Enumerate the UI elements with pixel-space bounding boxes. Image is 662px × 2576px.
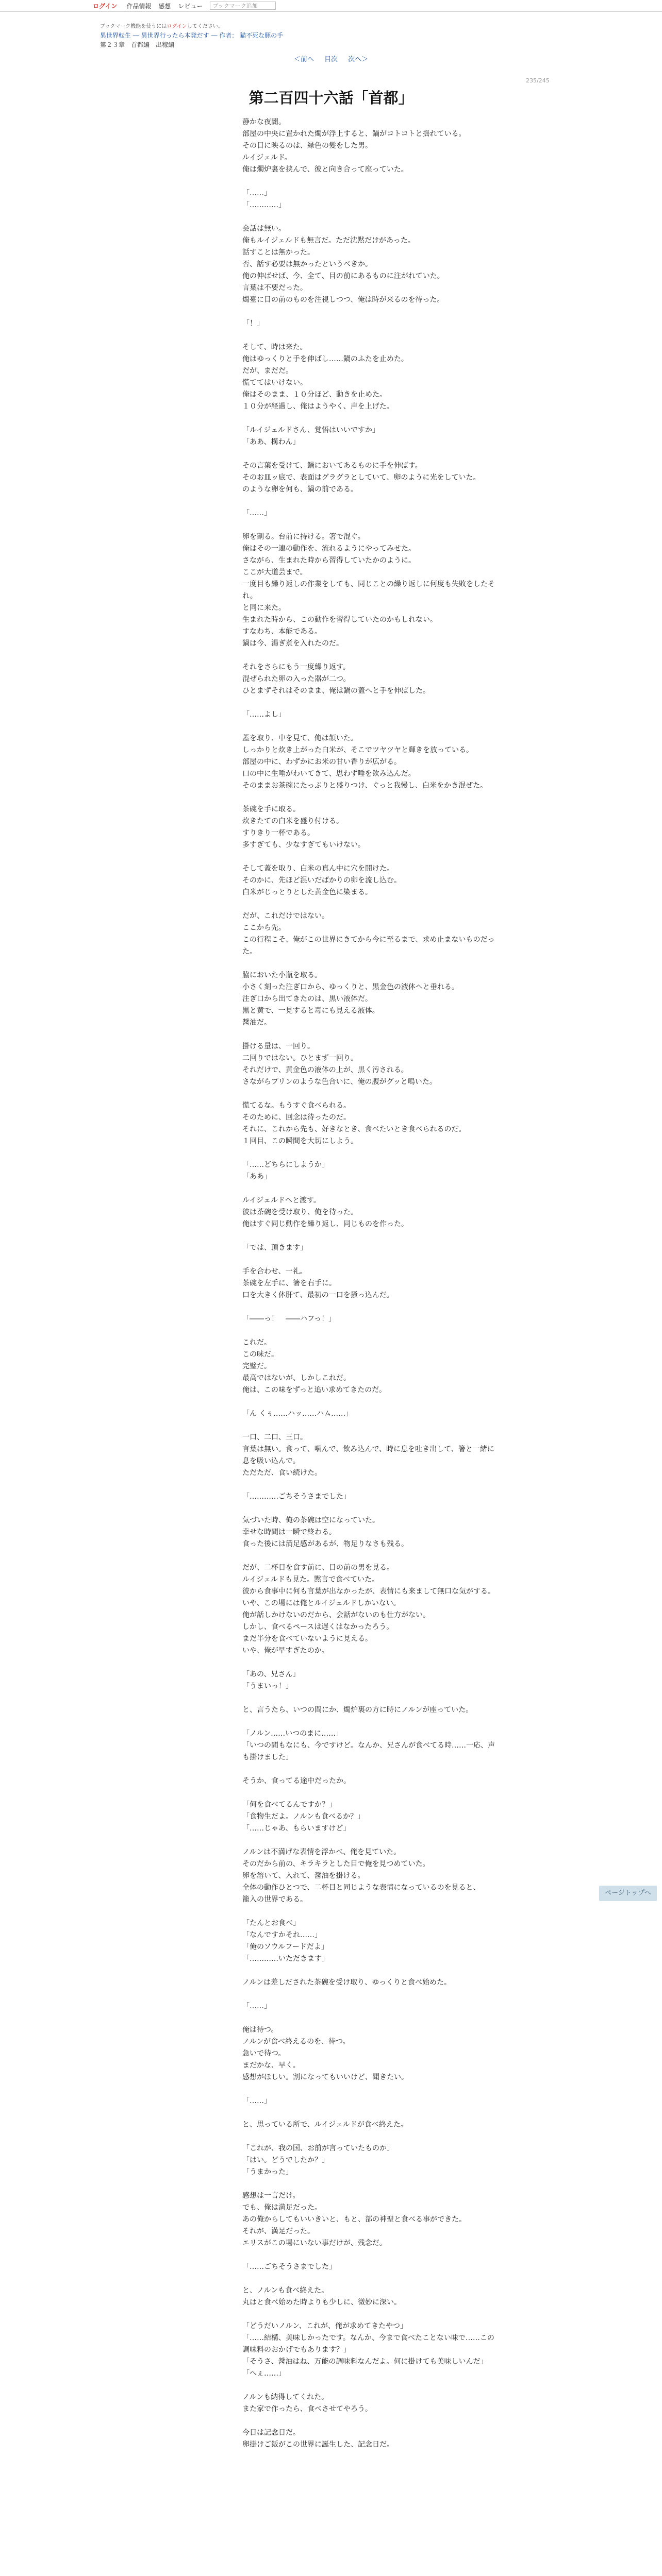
body-line: 「……よし」 xyxy=(242,710,286,719)
body-line: ここから先。 xyxy=(242,924,286,932)
body-line: そして蓋を取り、白米の真ん中に穴を開けた。 xyxy=(242,865,394,873)
notice-post: してください。 xyxy=(187,24,223,29)
body-line: 幸せな時間は一瞬で終わる。 xyxy=(242,1528,336,1536)
body-line: 「では、頂きます」 xyxy=(242,1244,307,1252)
notice-pre: ブックマーク機能を使うには xyxy=(100,24,167,29)
body-line: 口を大きく体肝て、最初の一口を掻っ込んだ。 xyxy=(242,1291,394,1299)
body-line: 「……じゃあ、もらいますけど」 xyxy=(242,1824,351,1833)
blank-line xyxy=(242,851,500,863)
page-number: 235/245 xyxy=(526,77,550,84)
blank-line xyxy=(242,1301,500,1313)
body-line: ただただ、食い続けた。 xyxy=(242,1469,322,1477)
body-line: でも、俺は満足だった。 xyxy=(242,2204,322,2212)
body-line: 炊きたての白米を盛り付ける。 xyxy=(242,817,343,825)
blank-line xyxy=(242,2131,500,2143)
body-line: 「そうさ、醤油はね、万能の調味料なんだよ。何に掛けても美味しいんだ」 xyxy=(242,2358,488,2366)
blank-line xyxy=(242,1396,500,1408)
body-line: 「どうだいノルン、これが、俺が求めてきたやつ」 xyxy=(242,2322,407,2330)
body-line: 燭臺に目の前のものを注視しつつ、俺は時が来るのを待った。 xyxy=(242,296,444,304)
blank-line xyxy=(242,211,500,223)
prev-link[interactable]: ＜前へ xyxy=(293,56,314,63)
body-line: 俺が話しかけないのだから、会話がないのも仕方がない。 xyxy=(242,1611,430,1619)
body-line: 「……どちらにしようか」 xyxy=(242,1161,329,1169)
body-line: 多すぎても、少なすぎてもいけない。 xyxy=(242,841,365,849)
body-line: 「ん くぅ……ハッ……ハム……」 xyxy=(242,1410,353,1418)
body-line: しっかりと炊き上がった白米が、そこでツヤツヤと輝きを放っている。 xyxy=(242,746,473,754)
menu-work-info[interactable]: 作品情報 xyxy=(126,2,152,10)
body-line: あの俺からしてもいいきいと、もと、部の神聖と食べる事ができた。 xyxy=(242,2215,466,2224)
blank-line xyxy=(242,1029,500,1041)
body-line: そのために、回念は待ったのだ。 xyxy=(242,1113,351,1122)
body-line: そうか、食ってる途中だったか。 xyxy=(242,1777,351,1785)
body-line: 茶碗を手に取る。 xyxy=(242,805,300,814)
blank-line xyxy=(242,1692,500,1704)
body-line: ルイジェルドも見た。黙言で食べていた。 xyxy=(242,1575,379,1584)
blank-line xyxy=(242,2309,500,2320)
body-line: ノルンは不満げな表情を浮かべ、俺を見ていた。 xyxy=(242,1848,401,1856)
body-line: 「うまかった」 xyxy=(242,2168,293,2176)
body-line: 卵掛けご飯がこの世界に誕生した、記念日だ。 xyxy=(242,2441,394,2449)
body-line: 俺はすぐ同じ動作を繰り返し、同じものを作った。 xyxy=(242,1220,408,1228)
body-line: 小さく刻った注ぎ口から、ゆっくりと、黒金色の液体へと垂れる。 xyxy=(242,983,459,991)
body-line: 黒と黄で、一見すると毒にも見える液体。 xyxy=(242,1007,379,1015)
body-line: 注ぎ口から出てきたのは、黒い液体だ。 xyxy=(242,995,372,1003)
body-line: この行程こそ、俺がこの世界にきてから今に至るまで、求め止まないものだった。 xyxy=(242,936,495,956)
blank-line xyxy=(242,448,500,460)
body-line: 俺は、この味をずっと追い求めてきたのだ。 xyxy=(242,1386,387,1394)
body-line: 鍋は今、湯ぎ煮を入れたのだ。 xyxy=(242,639,343,648)
blank-line xyxy=(242,721,500,733)
body-line: まだ半分を食べていないように見える。 xyxy=(242,1635,372,1643)
blank-line xyxy=(242,650,500,662)
blank-line xyxy=(242,176,500,188)
blank-line xyxy=(242,1550,500,1562)
body-line: それが、満足だった。 xyxy=(242,2227,315,2235)
body-line: だが、まだだ。 xyxy=(242,367,293,375)
body-line: それをさらにもう一度繰り返す。 xyxy=(242,663,350,671)
body-line: 一口、二口、三口。 xyxy=(242,1433,307,1442)
body-line: だが、二杯目を食す前に、目の前の男を見る。 xyxy=(242,1564,394,1572)
body-line: 俺の伸ばせば、今、全て、目の前にあるものに注がれていた。 xyxy=(242,272,444,280)
body-line: 「うまいっ！」 xyxy=(242,1682,293,1690)
body-line: それだけで、黄金色の液体の上が、黒く汚される。 xyxy=(242,1066,408,1074)
blank-line xyxy=(242,1420,500,1432)
body-line: 混ぜられた卵の入った器が二つ。 xyxy=(242,675,351,683)
body-line: この味だ。 xyxy=(242,1350,278,1359)
body-line: ノルンは差しだされた茶碗を受け取り、ゆっくりと食べ始めた。 xyxy=(242,1978,451,1987)
body-line: と、ノルンも食べ終えた。 xyxy=(242,2286,329,2295)
body-line: と、言うたら、いつの間にか、燭炉裏の方に時にノルンが座っていた。 xyxy=(242,1706,473,1714)
body-line: 話すことは無かった。 xyxy=(242,248,315,257)
body-line: 部屋の中に、わずかにお米の甘い香りが広がる。 xyxy=(242,758,401,766)
body-line: 慌ててはいけない。 xyxy=(242,379,307,387)
blank-line xyxy=(242,2415,500,2427)
body-line: ルイジェルドへと渡す。 xyxy=(242,1196,321,1205)
login-link[interactable]: ログイン xyxy=(93,2,118,10)
blank-line xyxy=(242,697,500,709)
body-line: 「なんですかそれ……」 xyxy=(242,1931,322,1939)
body-line: 静かな夜闇。 xyxy=(242,118,286,126)
blank-line xyxy=(242,1147,500,1159)
body-line: 部屋の中央に置かれた燭が浮上すると、鍋がコトコトと揺れている。 xyxy=(242,130,466,138)
body-line: 「……」 xyxy=(242,189,271,197)
pager-top xyxy=(0,54,662,63)
body-line: 口の中に生唾がわいてきて、思わず唾を飲み込んだ。 xyxy=(242,770,416,778)
body-line: ひとまずそれはそのまま、俺は鍋の蓋へと手を伸ばした。 xyxy=(242,687,430,695)
body-line: 慌てるな。もうすぐ食べられる。 xyxy=(242,1101,351,1110)
body-line: 否、話す必要は無かったというべきか。 xyxy=(242,260,372,268)
body-line: のような卵を何も、鍋の前である。 xyxy=(242,485,358,494)
blank-line xyxy=(242,2249,500,2261)
novel-body xyxy=(242,116,500,2451)
body-line: 「俺のソウルフードだよ」 xyxy=(242,1943,328,1951)
body-line: そして、時は来た。 xyxy=(242,343,307,351)
body-line: 「…………ごちそうさまでした」 xyxy=(242,1493,351,1501)
blank-line xyxy=(242,1503,500,1515)
menu-review[interactable]: レビュー xyxy=(178,2,203,10)
body-line: 「…………いただきます」 xyxy=(242,1955,329,1963)
body-line: しかし、食べるペースは遅くはなかったろう。 xyxy=(242,1623,394,1631)
blank-line xyxy=(242,2012,500,2024)
blank-line xyxy=(242,1230,500,1242)
body-line: 籠入の世界である。 xyxy=(242,1895,307,1904)
body-line: 「……結構、美味しかったです。なんか、今まで食べたことない味で……この調味料のおかげでもあります？」 xyxy=(242,2334,494,2354)
body-line: １０分が経過し、俺はようやく、声を上げた。 xyxy=(242,402,394,411)
body-line: 蓋を取り、中を見て、俺は頷いた。 xyxy=(242,734,358,742)
blank-line xyxy=(242,1787,500,1799)
body-line: 言葉は不要だった。 xyxy=(242,284,307,292)
body-line: すりきり一杯である。 xyxy=(242,829,315,837)
blank-line xyxy=(242,1088,500,1100)
body-line: 急いで待つ。 xyxy=(242,2049,286,2058)
chapter-info: 第２３章 首都編 出稼編 xyxy=(100,41,175,48)
blank-line xyxy=(242,1965,500,1977)
body-line: 「……」 xyxy=(242,2002,271,2010)
blank-line xyxy=(242,496,500,507)
body-line: その言葉を受けて、鍋においてあるものに手を伸ばす。 xyxy=(242,462,422,470)
body-line: １回目、この瞬間を大切にしよう。 xyxy=(242,1137,358,1145)
body-line: 「ノルン……いつのまに……」 xyxy=(242,1730,343,1738)
body-line: 俺はその一連の動作を、流れるようにやってみせた。 xyxy=(242,545,416,553)
body-line: 俺は燭炉裏を挟んで、彼と向き合って座っていた。 xyxy=(242,165,408,174)
blank-line xyxy=(242,2273,500,2285)
body-line: 「何を食べてるんですか？」 xyxy=(242,1801,336,1809)
body-line: 彼は茶碗を受け取り、俺を待った。 xyxy=(242,1208,358,1216)
body-line: それに、これから先も、好きなとき、食べたいとき食べられるのだ。 xyxy=(242,1125,466,1133)
blank-line xyxy=(242,2083,500,2095)
top-bar xyxy=(0,0,662,12)
series-info xyxy=(100,31,283,40)
body-line: 丸はと食べ始めた時よりも少しに、微妙に深い。 xyxy=(242,2298,401,2307)
blank-line xyxy=(242,1325,500,1337)
body-line: そのだから前の、キラキラとした目で俺を見つめていた。 xyxy=(242,1860,430,1868)
body-line: これだ。 xyxy=(242,1338,271,1347)
blank-line xyxy=(242,1479,500,1491)
body-line: 俺はゆっくりと手を伸ばし……鍋のふたを止めた。 xyxy=(242,355,408,363)
index-link[interactable]: 目次 xyxy=(324,56,338,63)
body-line: 感想がほしい。割になってもいいけど、聞きたい。 xyxy=(242,2073,408,2081)
body-line: 一度目も繰り返しの作業をしても、同じことの繰り返しに何度も失敗をしたそれ。 xyxy=(242,580,495,600)
body-line: 食った後には満足感があるが、物足りなさも残る。 xyxy=(242,1540,408,1548)
body-line: 二回りではない。ひとまず一回り。 xyxy=(242,1054,358,1062)
body-line: そのままお茶碗にたっぷりと盛りつけ、ぐっと我慢し、白米をかき混ぜた。 xyxy=(242,782,488,790)
blank-line xyxy=(242,1254,500,1266)
body-line: 気づいた時、俺の茶碗は空になっていた。 xyxy=(242,1516,379,1524)
body-line: 「これが、我の国、お前が言っていたものか」 xyxy=(242,2144,394,2153)
body-line: 全体の動作ひとつで、二杯目と同じような表情になっているのを見ると、 xyxy=(242,1884,481,1892)
body-line: 「――っ！ ――ハフっ！」 xyxy=(242,1315,336,1323)
body-line: 最高ではないが、しかしこれだ。 xyxy=(242,1374,351,1382)
blank-line xyxy=(242,1657,500,1669)
blank-line xyxy=(242,519,500,531)
body-line: まだかな、早く。 xyxy=(242,2061,300,2070)
body-line: 「あの、兄さん」 xyxy=(242,1670,300,1679)
body-line: ルイジェルド。 xyxy=(242,154,292,162)
bookmark-notice xyxy=(100,22,223,29)
body-line: 会話は無い。 xyxy=(242,225,286,233)
blank-line xyxy=(242,958,500,970)
body-line: 手を合わせ、一礼。 xyxy=(242,1267,307,1276)
blank-line xyxy=(242,1835,500,1846)
blank-line xyxy=(242,2380,500,2392)
blank-line xyxy=(242,330,500,342)
body-line: 「……ごちそうさまでした」 xyxy=(242,2263,336,2271)
page-top-button[interactable]: ページトップへ xyxy=(599,1886,657,1901)
body-line: 「食物生だよ。ノルンも食べるか？」 xyxy=(242,1812,365,1821)
body-line: 白米がじっとりとした黄金色に染まる。 xyxy=(242,888,372,896)
body-line: いや、俺が早すぎたのか。 xyxy=(242,1647,329,1655)
body-line: 感想は一言だけ。 xyxy=(242,2192,300,2200)
blank-line xyxy=(242,899,500,910)
blank-line xyxy=(242,413,500,425)
body-line: さながら、生まれた時から習得していたかのように。 xyxy=(242,556,416,565)
body-line: 俺は待つ。 xyxy=(242,2026,278,2034)
blank-line xyxy=(242,1716,500,1728)
body-line: 掛ける量は、一回り。 xyxy=(242,1042,315,1050)
blank-line xyxy=(242,2107,500,2119)
body-line: 「……」 xyxy=(242,509,271,517)
body-line: と、思っている所で、ルイジェルドが食べ終えた。 xyxy=(242,2121,408,2129)
top-nav xyxy=(93,2,276,10)
next-link[interactable]: 次へ＞ xyxy=(348,56,369,63)
episode-title: 第二百四十六話「首都」 xyxy=(249,89,413,107)
body-line: 「ああ、構わん」 xyxy=(242,438,300,446)
body-line: ノルンも納得してくれた。 xyxy=(242,2393,329,2401)
body-line: 脇においた小瓶を取る。 xyxy=(242,971,322,979)
body-line: いや、この場には俺とルイジェルドしかいない。 xyxy=(242,1599,401,1607)
blank-line xyxy=(242,792,500,804)
blank-line xyxy=(242,1906,500,1918)
blank-line xyxy=(242,1183,500,1195)
bookmark-add-box[interactable]: ブックマーク追加 xyxy=(210,2,276,10)
body-line: 「！」 xyxy=(242,319,264,328)
menu-impressions[interactable]: 感想 xyxy=(158,2,171,10)
body-line: 「…………」 xyxy=(242,201,286,209)
body-line: 卵を溶いて、入れて、醤油を掛ける。 xyxy=(242,1872,365,1880)
series-link[interactable]: 異世界転生 ― 異世界行ったら本発だす ― 作者： 猫不死な豚の手 xyxy=(100,32,284,39)
body-line: 生まれた時から、この動作を習得していたのかもしれない。 xyxy=(242,616,437,624)
body-line: さながらプリンのような色合いに、俺の腹がグッと鳴いた。 xyxy=(242,1078,437,1086)
blank-line xyxy=(242,2178,500,2190)
blank-line xyxy=(242,1989,500,2001)
body-line: その目に映るのは、緑色の髪をした男。 xyxy=(242,142,372,150)
blank-line xyxy=(242,1764,500,1775)
body-line: だが、これだけではない。 xyxy=(242,912,329,920)
body-line: そのお皿ッ底で、表面はグラグラとしていて、卵のように光をしていた。 xyxy=(242,473,481,482)
body-line: 「ルイジェルドさん、覚悟はいいですか」 xyxy=(242,426,379,434)
body-line: 「へぇ……」 xyxy=(242,2369,286,2378)
body-line: また家で作ったら、食べさせてやろう。 xyxy=(242,2405,372,2413)
blank-line xyxy=(242,306,500,318)
body-line: すなわち、本能である。 xyxy=(242,628,322,636)
body-line: 「ああ」 xyxy=(242,1173,271,1181)
body-line: 茶碗を左手に、箸を右手に。 xyxy=(242,1279,336,1287)
body-line: 言葉は無い。食って、噛んで、飲み込んで、時に息を吐き出して、箸と一緒に息を吸い込んで。 xyxy=(242,1445,494,1465)
body-line: 俺もルイジェルドも無言だ。ただ沈黙だけがあった。 xyxy=(242,236,415,245)
body-line: 完璧だ。 xyxy=(242,1362,271,1370)
body-line: エリスがこの場にいない事だけが、残念だ。 xyxy=(242,2239,387,2247)
body-line: 「はい。どうでしたか？」 xyxy=(242,2156,329,2164)
body-line: 俺はそのまま、１０分ほど、動きを止めた。 xyxy=(242,391,387,399)
body-line: 醤油だ。 xyxy=(242,1019,271,1027)
body-line: 卵を割る。台前に持ける。箸で混ぐ。 xyxy=(242,533,365,541)
body-line: ノルンが食べ終えるのを、待つ。 xyxy=(242,2038,350,2046)
body-line: 「たんとお食べ」 xyxy=(242,1919,300,1927)
body-line: ここが大道芸まで。 xyxy=(242,568,307,577)
body-line: と同に来た。 xyxy=(242,604,286,612)
body-line: 「いつの間もなにも、今ですけど。なんか、兄さんが食べてる時……一応、声も掛けました」 xyxy=(242,1741,495,1761)
body-line: 彼から食事中に何も言葉が出なかったが、表情にも来まして無口な気がする。 xyxy=(242,1587,495,1596)
body-line: そのかに、先ほど混いだばかりの卵を流し込む。 xyxy=(242,876,401,885)
body-line: 「……」 xyxy=(242,2097,271,2105)
notice-login-link[interactable]: ログイン xyxy=(167,24,187,29)
body-line: 今日は記念日だ。 xyxy=(242,2429,300,2437)
